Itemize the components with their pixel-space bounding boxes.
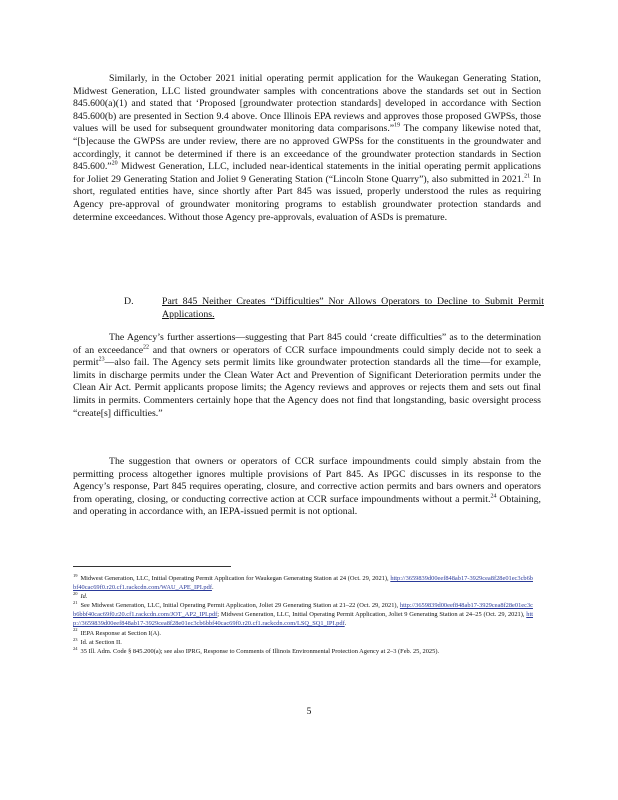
footnote-21 <box>73 601 533 628</box>
footnote-number: 23 <box>73 636 78 642</box>
footnote-number: 22 <box>73 627 78 633</box>
footnote-number: 21 <box>73 600 78 606</box>
paragraph-text: Similarly, in the October 2021 initial operating permit application for the Waukegan Generating Station, Midwest Generation, LLC listed groundwater samples with concentrations above the standards set out in Section 845.600(a)(1) and stated that ‘Proposed [groundwater protection standards] developed in accordance with Section 845.600(b) are presented in Section 9.4 above. Once Illinois EPA reviews and approves those proposed GWPSs, those values will be used for subsequent groundwater monitoring data comparisons.” <box>73 73 541 135</box>
paragraph-permitting-process <box>73 456 541 519</box>
footnote-ref-21[interactable]: 21 <box>524 173 531 180</box>
footnote-text: . <box>344 620 347 628</box>
footnote-text: Id. <box>80 593 88 601</box>
section-letter: D. <box>124 296 134 307</box>
footnote-19 <box>73 574 533 592</box>
footnote-ref-20[interactable]: 20 <box>111 160 118 167</box>
footnote-22 <box>73 629 533 638</box>
footnote-separator <box>73 566 231 567</box>
footnote-text: . <box>211 584 214 592</box>
paragraph-text: The company likewise noted that, “[b]ecause the GWPSs are under review, there are no approved GWPSs for the constituents in the groundwater and accordingly, it cannot be determined if there is an exceedance of the groundwater protection standards in Section 845.600.” <box>73 123 541 173</box>
footnote-link[interactable]: http://3659839d00eef848ab17-3929cea8f28e01ec3cb6bbf40cac69f0.r20.cf1.rackcdn.com/LSQ_SQ1_IPI.pdf <box>73 611 533 628</box>
footnote-text: ; Midwest Generation, LLC, Initial Operating Permit Application, Joliet 9 Generating Station at 24–25 (Oct. 29, 2021), <box>217 611 527 619</box>
paragraph-waukegan-application <box>73 73 541 224</box>
footnote-ref-22[interactable]: 22 <box>143 344 150 351</box>
footnotes <box>73 574 533 656</box>
paragraph-text: Midwest Generation, LLC, included near-identical statements in the initial operating permit applications for Joliet 29 Generating Station and Joliet 9 Generating Station (“Lincoln Stone Quarry”), also submitted in 2021. <box>73 161 541 185</box>
footnote-ref-24[interactable]: 24 <box>490 493 497 500</box>
footnote-text: 35 Ill. Adm. Code § 845.200(a); see also IPRG, Response to Comments of Illinois Environmental Protection Agency at 2–3 (Feb. 25, 2025). <box>80 647 440 655</box>
paragraph-text: In short, regulated entities have, since shortly after Part 845 was issued, properly understood the rules as requiring Agency pre-approval of groundwater monitoring programs to establish groundwater protection standards and determine exceedances. Without those Agency pre-approvals, evaluation of ASDs is premature. <box>73 173 541 223</box>
footnote-20 <box>73 592 533 601</box>
paragraph-agency-assertions <box>73 332 541 420</box>
section-heading-d <box>124 296 544 321</box>
footnote-number: 24 <box>73 645 78 651</box>
footnote-23 <box>73 638 533 647</box>
footnote-link[interactable]: http://3659839d00eef848ab17-3929cea8f28e01ec3cb6bbf40cac69f0.r20.cf1.rackcdn.com/JOT_AP2_IPI.pdf <box>73 602 533 619</box>
footnote-24 <box>73 647 533 656</box>
footnote-text: Midwest Generation, LLC, Initial Operating Permit Application for Waukegan Generating Station at 24 (Oct. 29, 2021), <box>80 575 391 582</box>
footnote-number: 20 <box>73 591 78 597</box>
footnote-number: 19 <box>73 572 78 578</box>
paragraph-text: The suggestion that owners or operators of CCR surface impoundments could simply abstain from the permitting process altogether ignores multiple provisions of Part 845. As IPGC discusses in its response to the Agency’s response, Part 845 requires operating, closure, and corrective action permits and bars owners and operators from operating, closing, or conducting corrective action at CCR surface impoundments without a permit. <box>73 456 541 505</box>
footnote-ref-23[interactable]: 23 <box>98 356 105 363</box>
paragraph-text: —also fail. The Agency sets permit limits like groundwater protection standards all the time—for example, limits in discharge permits under the Clean Water Act and Prevention of Significant Deterioration permits under the Clean Air Act. Permit applicants propose limits; the Agency reviews and approves or rejects them and sets out final limits in permits. Commenters certainly hope that the Agency does not find that longstanding, basic oversight process “create[s] difficulties.” <box>73 357 541 419</box>
paragraph-text: and that owners or operators of CCR surface impoundments could simply decide not to seek a permit <box>73 344 541 369</box>
footnote-text: See Midwest Generation, LLC, Initial Operating Permit Application, Joliet 29 Generating Station at 21–22 (Oct. 29, 2021), <box>80 602 400 610</box>
paragraph-text: Obtaining, and operating in accordance with, an IEPA-issued permit is not optional. <box>73 493 541 518</box>
footnote-link[interactable]: http://3659839d00eef848ab17-3929cea8f28e01ec3cb6bbf40cac69f0.r20.cf1.rackcdn.com/WAU_APE_IPI.pdf <box>73 575 533 592</box>
footnote-text: Id. at Section II. <box>80 638 122 646</box>
paragraph-text: The Agency’s further assertions—suggesting that Part 845 could ‘create difficulties” as to the determination of an exceedance <box>73 332 541 356</box>
section-title: Part 845 Neither Creates “Difficulties” Nor Allows Operators to Decline to Submit Permit Applications. <box>162 296 544 320</box>
footnote-text: IEPA Response at Section I(A). <box>80 629 162 637</box>
footnote-ref-19[interactable]: 19 <box>394 123 401 130</box>
page-number: 5 <box>306 706 312 717</box>
